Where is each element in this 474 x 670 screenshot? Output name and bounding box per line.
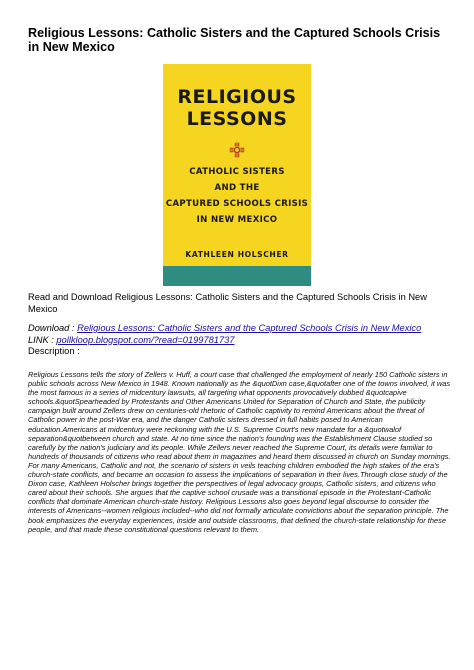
cover-subtitle-line: IN NEW MEXICO [196,215,278,225]
download-row [28,323,458,335]
book-cover-image [163,64,311,286]
page-title: Religious Lessons: Catholic Sisters and the Captured Schools Crisis in New Mexico [28,26,441,54]
download-label: Download : [28,323,78,333]
link-label: LINK : [28,334,57,345]
cover-subtitle-line: CAPTURED SCHOOLS CRISIS [165,199,309,209]
cover-title [163,86,311,130]
intro-text: Read and Download Religious Lessons: Catholic Sisters and the Captured Schools Crisis in New Mexico [28,292,427,314]
link-row [28,335,458,347]
cover-subtitle-line: AND THE [214,183,260,193]
cover-subtitle [163,164,311,228]
description-text: Religious Lessons tells the story of Zellers v. Huff, a court case that challenged the employment of nearly 150 Catholic sisters in public schools across New Mexico in 1948. Known nationally as the &quotDixn case,&quotafter one of the towns involved, it was the most famous in a series of midcentury lawsuits, all targeting what opponents provocatively dubbed &quotcapive schools.&quotSpearheaded by Protestants and Other Americans United for Separation of Church and State, the publicity campaign built around Zellers drew on centuries-old rhetoric of Catholic captivity to remind Americans about the threat of Catholic power in the post-War era, and the danger Catholic sisters dressed in full habits posed to American education.Americans at midcentury were reckoning with the U.S. Supreme Court's new mandate for a &quotwalof separation&quotbetween church and state. At no time since the nation's founding was the Establishment Clause studied so carefully by the nation's judiciary and its people. While Zellers never reached the Supreme Court, its details were familiar to hundreds of thousands of citizens who read about them in magazines and heard them discussed in church on Sunday mornings. For many Americans, Catholic and not, the scenario of sisters in veils teaching children embodied the high stakes of the era's church-state conflicts, and became an occasion to assess the implications of separation in their lives.Through close study of the Dixon case, Kathleen Holscher brings together the perspectives of legal advocacy groups, Catholic sisters, and citizens who cared about their schools. She argues that the captive school crusade was a transitional episode in the Protestant-Catholic conflicts that dominate American church-state history. Religious Lessons also goes beyond legal discourse to consider the interests of Americans--women religious included--who did not formally articulate convictions about the separation principle. The book emphasizes the everyday experiences, inside and outside classrooms, that defined the church-state relationship for these people, and that made these constitutional questions relevant to them. [28,370,451,534]
cover-band [163,266,311,286]
source-link[interactable]: pollkloop.blogspot.com/?read=0199781737 [56,334,235,345]
cover-subtitle-line: CATHOLIC SISTERS [189,167,285,177]
download-link[interactable]: Religious Lessons: Catholic Sisters and the Captured Schools Crisis in New Mexico [77,323,422,333]
description-label: Description : [28,346,80,356]
cover-title-line: LESSONS [186,108,288,130]
links-block [28,323,458,346]
zia-sun-icon [229,142,245,158]
cover-title-line: RELIGIOUS [177,86,297,108]
cover-author: KATHLEEN HOLSCHER [185,250,289,259]
